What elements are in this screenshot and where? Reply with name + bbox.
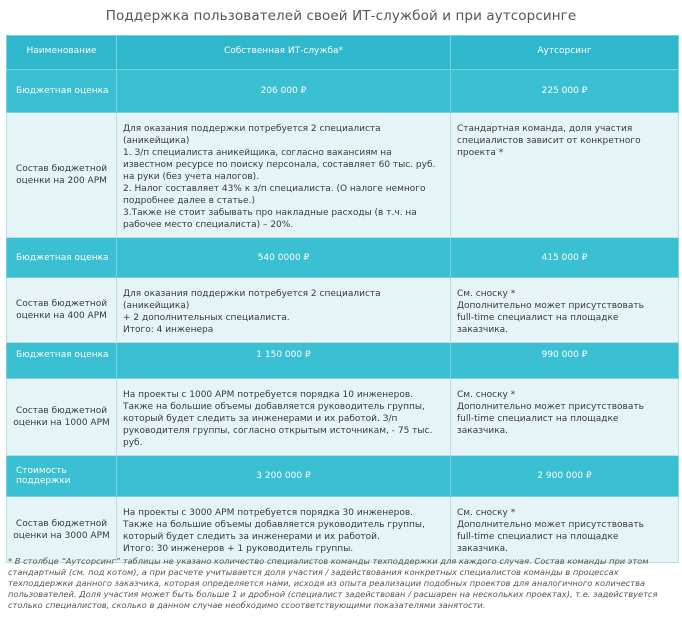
page-title: Поддержка пользователей своей ИТ-службой и при аутсорсинге (105, 8, 577, 24)
own-it-details: Для оказания поддержки потребуется 2 специалиста (аникейщика) + 2 дополнительных специалиста. Итого: 4 инженера (117, 278, 451, 343)
own-it-value: 206 000 ₽ (117, 70, 451, 113)
own-it-details: Для оказания поддержки потребуется 2 специалиста (аникейщика) 1. З/п специалиста аникейщика, согласно вакансиям на известном ресурсе по поиску персонала, составляет 60 тыс. руб. на руки (без учета налогов). 2. Налог составляет 43% к з/п специалиста. (О налоге немного подробнее далее в статье.) 3.Также не стоит забывать про накладные расходы (в т.ч. на рабочее место специалиста) – 20%. (117, 113, 451, 238)
table-row (7, 379, 679, 456)
own-it-details: На проекты с 3000 АРМ потребуется порядка 30 инженеров. Также на большие объемы добавляется руководитель группы, который будет следить за инженерами и их работой. Итого: 30 инженеров + 1 руководитель группы. (117, 497, 451, 563)
outsourcing-details: Стандартная команда, доля участия специалистов зависит от конкретного проекта * (451, 113, 679, 238)
table-header-row (7, 36, 679, 70)
row-label: Стоимость поддержки (7, 456, 117, 497)
table-row (7, 343, 679, 379)
table-row (7, 278, 679, 343)
row-label: Бюджетная оценка (7, 70, 117, 113)
header-name: Наименование (7, 36, 117, 70)
row-label: Состав бюджетной оценки на 400 АРМ (7, 278, 117, 343)
table-row (7, 70, 679, 113)
table-row (7, 113, 679, 238)
own-it-value: 1 150 000 ₽ (117, 343, 451, 379)
outsourcing-details: См. сноску * Дополнительно может присутствовать full-time специалист на площадке заказчика. (451, 379, 679, 456)
outsourcing-value: 2 900 000 ₽ (451, 456, 679, 497)
row-label: Бюджетная оценка (7, 343, 117, 379)
header-own-it: Собственная ИТ-служба* (117, 36, 451, 70)
footnote: * В столбце “Аутсорсинг” таблицы не указано количество специалистов команды техподдержки для каждого случая. Состав команды при этом стандартный (см. под котом), а при расчете учитывается доля участия / задействования конкретных специалистов команды в процессах техподдержки данного заказчика, которая определяется нами, исходя из опыта реализации подобных проектов для аналогичного количества пользователей. Доля участия может быть больше 1 и дробной (специалист задействован / расшарен на нескольких проектах), т.е. задействуется столько специалистов, сколько в данном случае необходимо ссоответствующими показателями занятости. (8, 556, 658, 610)
outsourcing-value: 415 000 ₽ (451, 238, 679, 278)
table-row (7, 497, 679, 563)
row-label: Состав бюджетной оценки на 1000 АРМ (7, 379, 117, 456)
outsourcing-value: 225 000 ₽ (451, 70, 679, 113)
own-it-value: 540 0000 ₽ (117, 238, 451, 278)
table-row (7, 238, 679, 278)
outsourcing-value: 990 000 ₽ (451, 343, 679, 379)
row-label: Бюджетная оценка (7, 238, 117, 278)
comparison-table (6, 35, 679, 563)
outsourcing-details: См. сноску * Дополнительно может присутствовать full-time специалист на площадке заказчика. (451, 497, 679, 563)
header-outsourcing: Аутсорсинг (451, 36, 679, 70)
table-row (7, 456, 679, 497)
own-it-value: 3 200 000 ₽ (117, 456, 451, 497)
row-label: Состав бюджетной оценки на 3000 АРМ (7, 497, 117, 563)
row-label: Состав бюджетной оценки на 200 АРМ (7, 113, 117, 238)
own-it-details: На проекты с 1000 АРМ потребуется порядка 10 инженеров. Также на большие объемы добавляется руководитель группы, который будет следить за инженерами и их работой. З/п руководителя группы, согласно открытым источникам, - 75 тыс. руб. (117, 379, 451, 456)
outsourcing-details: См. сноску * Дополнительно может присутствовать full-time специалист на площадке заказчика. (451, 278, 679, 343)
